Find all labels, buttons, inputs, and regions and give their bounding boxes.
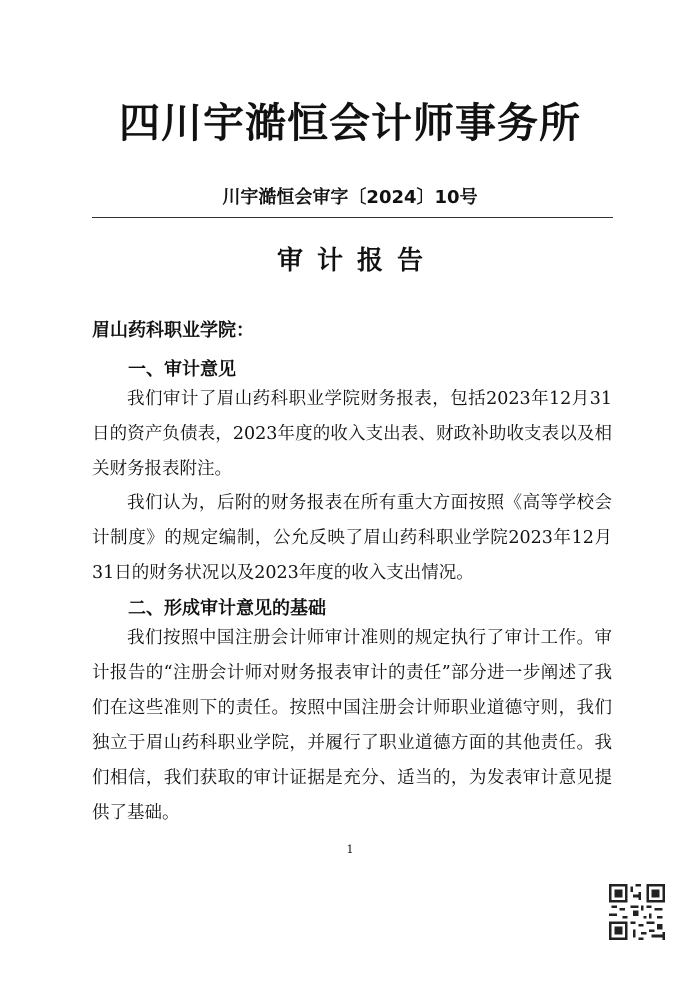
page-number: 1 — [346, 843, 354, 856]
firm-name: 四川宇澔恒会计师事务所 — [119, 99, 581, 147]
qr-code-icon — [609, 884, 665, 940]
document-number: 川宇澔恒会审字〔2024〕10号 — [222, 187, 478, 208]
report-title: 审计报告 — [276, 246, 437, 276]
paragraph-audit-scope: 我们审计了眉山药科职业学院财务报表，包括2023年12月31日的资产负债表，2023年度的收入支出表、财政补助收支表以及相关财务报表附注。 — [92, 389, 612, 479]
section-heading-basis-for-opinion: 二、形成审计意见的基础 — [128, 598, 326, 619]
section-heading-audit-opinion: 一、审计意见 — [128, 359, 236, 380]
paragraph-basis-for-opinion: 我们按照中国注册会计师审计准则的规定执行了审计工作。审计报告的“注册会计师对财务报表审计的责任”部分进一步阐述了我们在这些准则下的责任。按照中国注册会计师职业道德守则，我们独立于眉山药科职业学院，并履行了职业道德方面的其他责任。我们相信，我们获取的审计证据是充分、适当的，为发表审计意见提供了基础。 — [92, 628, 612, 823]
header-divider — [92, 217, 613, 218]
paragraph-audit-conclusion: 我们认为，后附的财务报表在所有重大方面按照《高等学校会计制度》的规定编制，公允反映了眉山药科职业学院2023年12月31日的财务状况以及2023年度的收入支出情况。 — [92, 493, 612, 583]
addressee: 眉山药科职业学院： — [92, 320, 254, 341]
